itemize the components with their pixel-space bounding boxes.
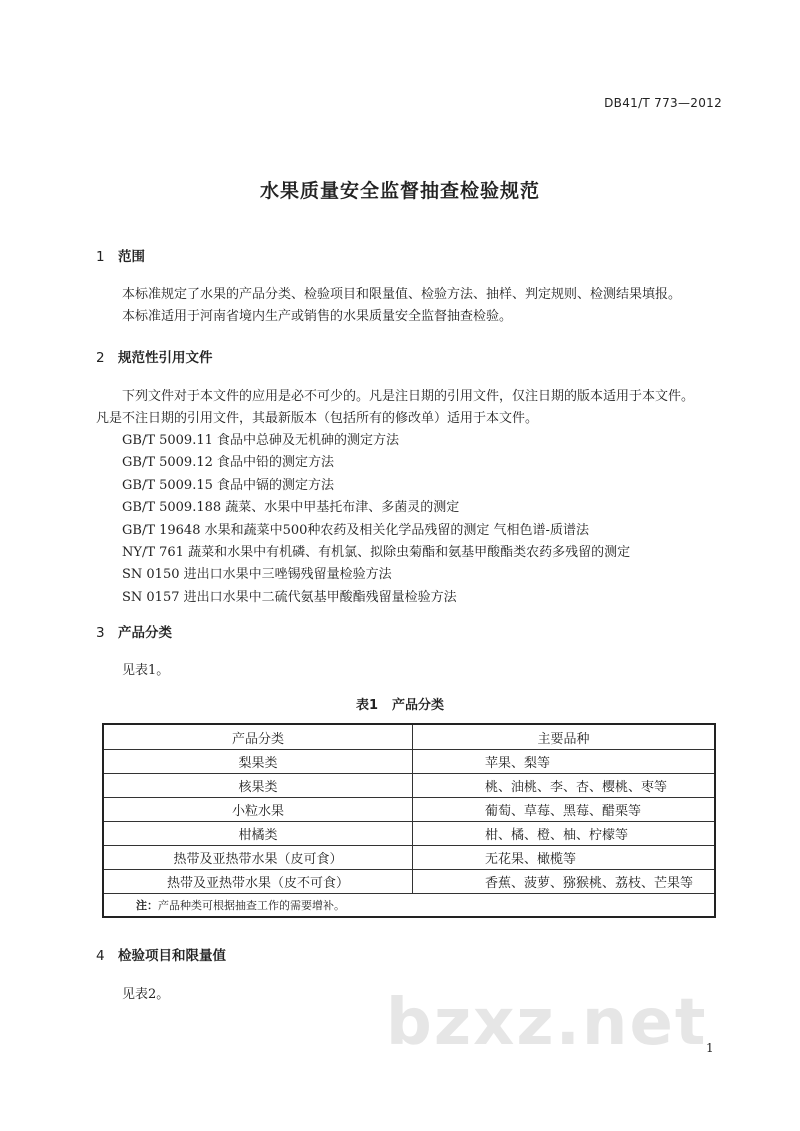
table-title: 产品分类	[392, 698, 445, 713]
category-cell: 核果类	[103, 774, 413, 798]
section-4-heading	[96, 944, 226, 964]
table-caption	[0, 694, 800, 713]
section-number: 3	[96, 625, 105, 641]
table-row	[103, 846, 715, 870]
varieties-cell: 葡萄、草莓、黑莓、醋栗等	[413, 798, 716, 822]
varieties-cell: 桃、油桃、李、杏、樱桃、枣等	[413, 774, 716, 798]
varieties-cell: 苹果、梨等	[413, 750, 716, 774]
section-3-body	[96, 660, 726, 682]
section-1-heading	[96, 245, 145, 265]
section-number: 2	[96, 350, 105, 366]
paragraph: 下列文件对于本文件的应用是必不可少的。凡是注日期的引用文件，仅注日期的版本适用于本文件。	[122, 389, 695, 404]
section-title: 检验项目和限量值	[118, 948, 226, 964]
header-cell-varieties: 主要品种	[413, 724, 716, 750]
section-number: 4	[96, 948, 105, 964]
table-row	[103, 750, 715, 774]
section-title: 产品分类	[118, 625, 172, 641]
reference-item: NY/T 761 蔬菜和水果中有机磷、有机氯、拟除虫菊酯和氨基甲酸酯类农药多残留的测定	[122, 545, 631, 561]
table-row	[103, 822, 715, 846]
category-cell: 柑橘类	[103, 822, 413, 846]
reference-item: SN 0150 进出口水果中三唑锡残留量检验方法	[122, 567, 392, 583]
reference-item: GB/T 5009.188 蔬菜、水果中甲基托布津、多菌灵的测定	[122, 500, 460, 516]
section-title: 规范性引用文件	[118, 350, 213, 366]
reference-item: GB/T 19648 水果和蔬菜中500种农药及相关化学品残留的测定 气相色谱-质谱法	[122, 522, 589, 538]
reference-item: GB/T 5009.15 食品中镉的测定方法	[122, 477, 335, 493]
paragraph: 见表1。	[122, 663, 170, 678]
section-3-heading	[96, 621, 172, 641]
reference-list	[122, 430, 732, 609]
table-number: 表1	[355, 698, 379, 713]
paragraph: 见表2。	[122, 987, 170, 1002]
standard-code: DB41/T 773—2012	[604, 96, 722, 110]
table-note-row	[103, 894, 715, 918]
section-2-heading	[96, 346, 213, 366]
reference-item: GB/T 5009.11 食品中总砷及无机砷的测定方法	[122, 433, 400, 448]
document-title: 水果质量安全监督抽查检验规范	[259, 180, 540, 202]
category-cell: 小粒水果	[103, 798, 413, 822]
note-text: 产品种类可根据抽查工作的需要增补。	[158, 899, 345, 912]
table-header-row	[103, 724, 715, 750]
paragraph: 本标准适用于河南省境内生产或销售的水果质量安全监督抽查检验。	[122, 309, 513, 325]
note-label: 注：	[136, 899, 158, 912]
product-classification-table	[102, 723, 716, 918]
paragraph: 凡是不注日期的引用文件，其最新版本（包括所有的修改单）适用于本文件。	[96, 411, 539, 427]
table-row	[103, 798, 715, 822]
paragraph: 本标准规定了水果的产品分类、检验项目和限量值、检验方法、抽样、判定规则、检测结果填报。	[122, 287, 682, 302]
reference-item: GB/T 5009.12 食品中铅的测定方法	[122, 455, 335, 471]
varieties-cell: 无花果、橄榄等	[413, 846, 716, 870]
section-number: 1	[96, 249, 105, 265]
watermark: bzxz.net	[386, 986, 708, 1060]
varieties-cell: 香蕉、菠萝、猕猴桃、荔枝、芒果等	[413, 870, 716, 894]
category-cell: 热带及亚热带水果（皮不可食）	[103, 870, 413, 894]
section-title: 范围	[118, 249, 145, 265]
varieties-cell: 柑、橘、橙、柚、柠檬等	[413, 822, 716, 846]
header-cell-category: 产品分类	[103, 724, 413, 750]
table-note	[103, 894, 715, 918]
reference-item: SN 0157 进出口水果中二硫代氨基甲酸酯残留量检验方法	[122, 589, 457, 605]
table-row	[103, 774, 715, 798]
category-cell: 热带及亚热带水果（皮可食）	[103, 846, 413, 870]
page-number: 1	[706, 1041, 714, 1055]
section-1-body	[96, 284, 726, 329]
table-row	[103, 870, 715, 894]
category-cell: 梨果类	[103, 750, 413, 774]
section-2-intro	[96, 386, 726, 431]
